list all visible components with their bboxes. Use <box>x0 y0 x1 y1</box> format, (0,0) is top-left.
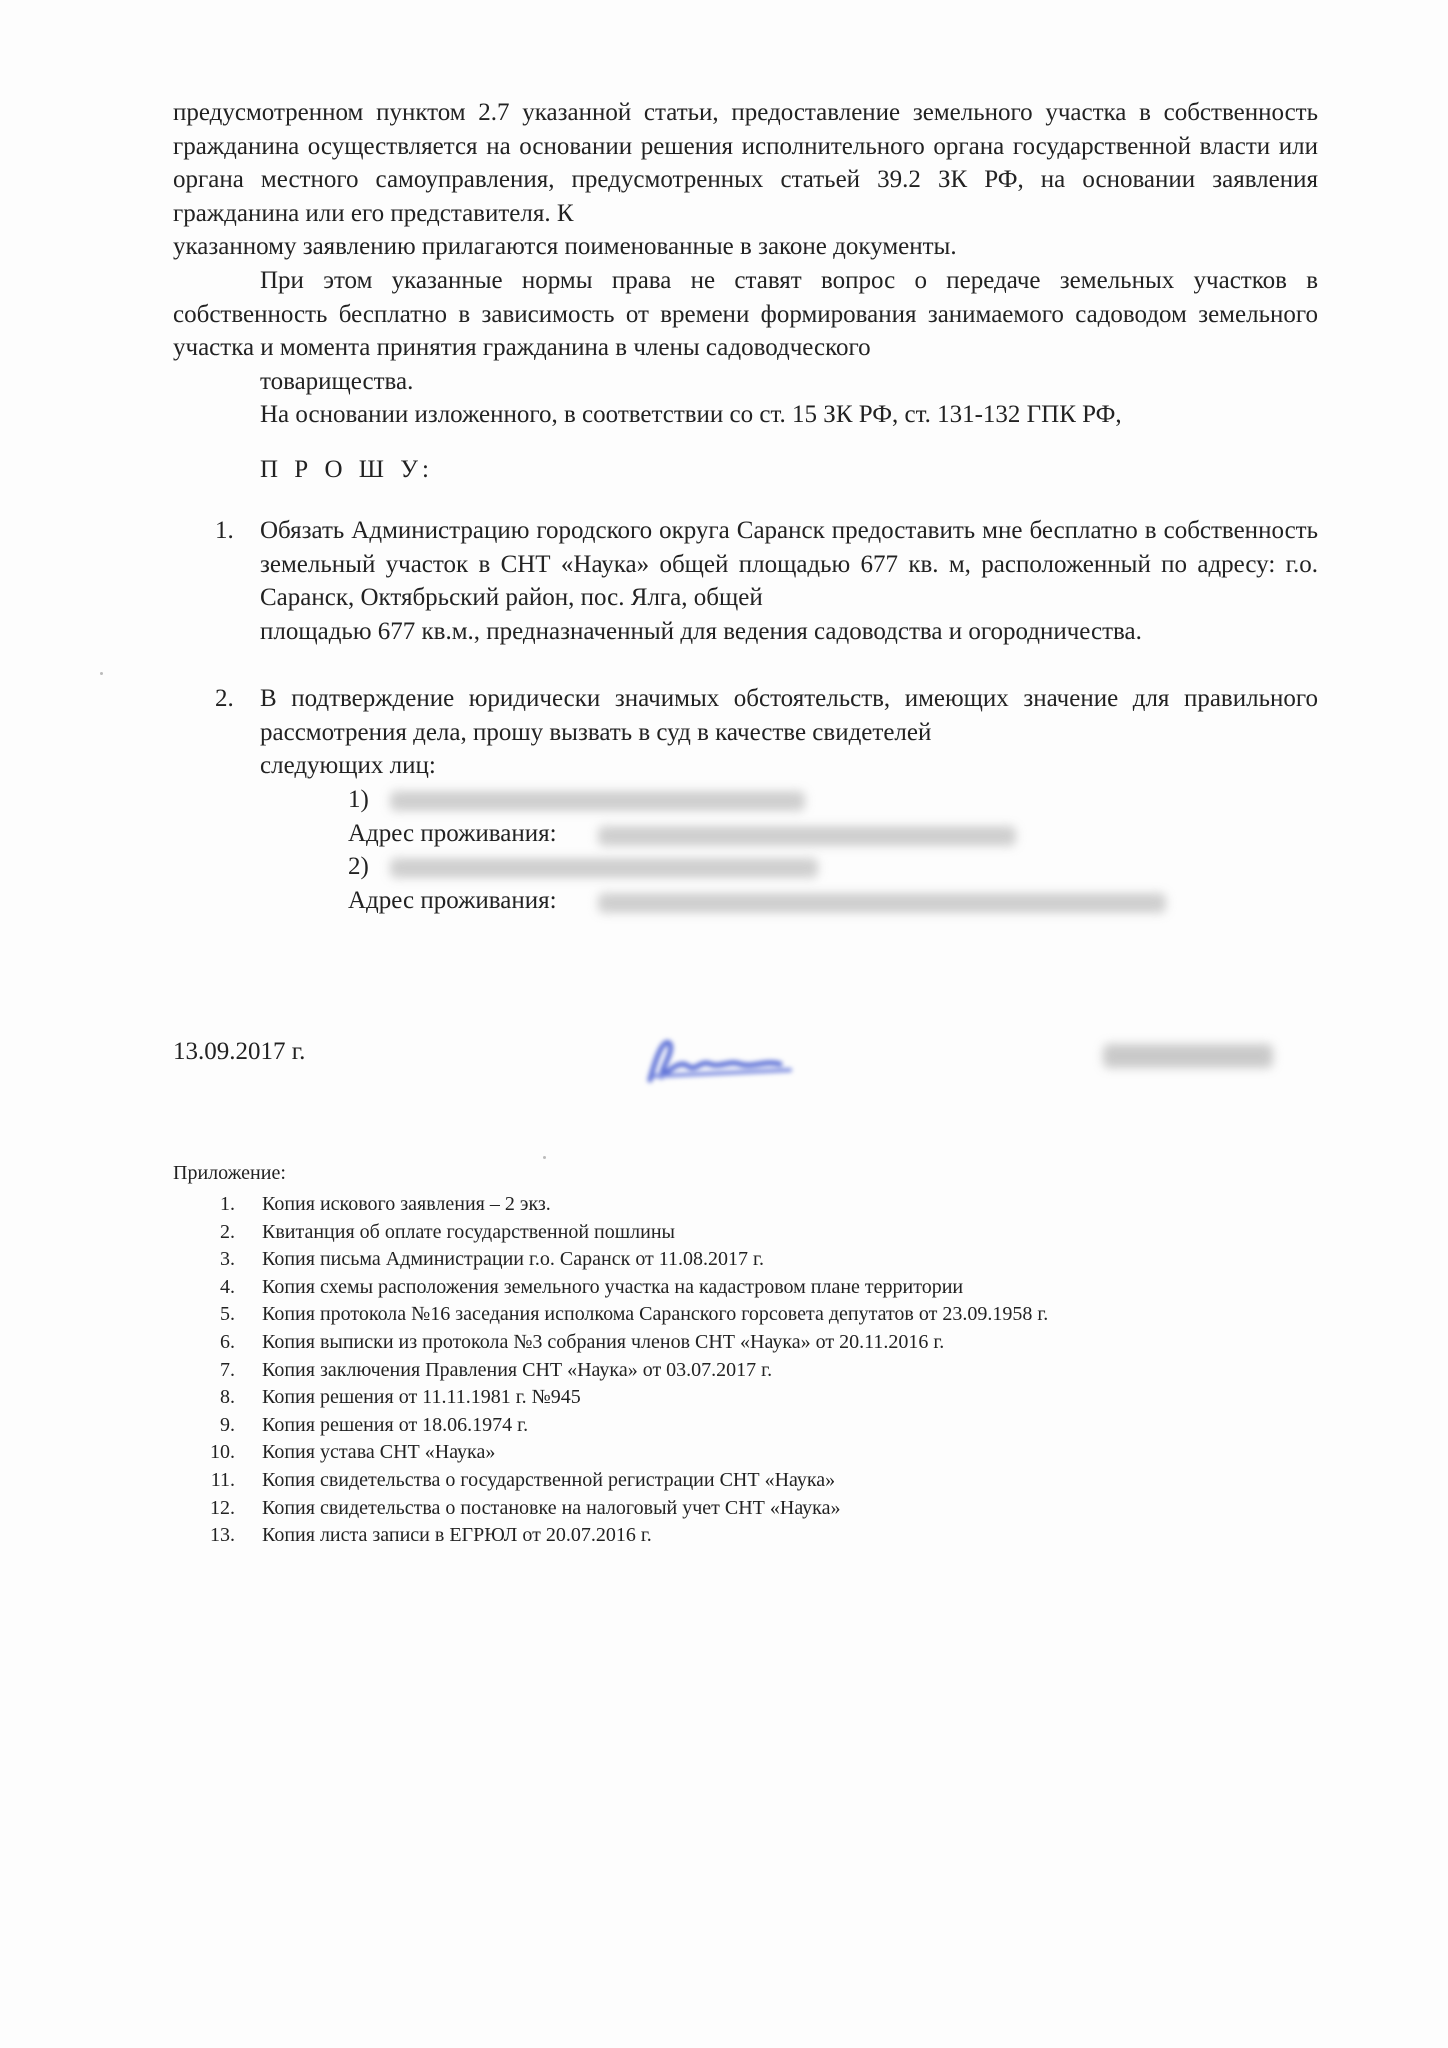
redacted-witness-name <box>390 858 818 878</box>
appendix-item <box>173 1467 1323 1495</box>
appendix-title: Приложение: <box>173 1162 286 1184</box>
redacted-witness-address <box>598 893 1166 913</box>
appendix-item-text: Копия решения от 11.11.1981 г. №945 <box>262 1386 581 1409</box>
appendix-item-number: 13. <box>210 1524 235 1547</box>
witness-address-label: Адрес проживания: <box>348 820 557 847</box>
request-line: расположенный по адресу: г.о. Саранск, Октябрьский район, пос. Ялга, общей <box>260 550 1319 612</box>
appendix-item-number: 7. <box>220 1358 235 1381</box>
appendix-item-text: Копия искового заявления – 2 экз. <box>262 1193 551 1215</box>
appendix-item <box>173 1439 1323 1467</box>
appendix-item-number: 1. <box>220 1193 235 1215</box>
appendix-item <box>173 1412 1323 1440</box>
appendix-item-number: 9. <box>220 1413 235 1436</box>
intro-line: органа государственной власти или органа местного самоуправления, предусмотренных <box>173 132 1318 194</box>
appendix-item-number: 2. <box>220 1220 235 1243</box>
request-line: следующих лиц: <box>260 752 436 780</box>
intro-line: указанному заявлению прилагаются поименованные в законе документы. <box>173 233 957 261</box>
appendix-item-number: 4. <box>220 1275 235 1298</box>
appendix-item-text: Копия схемы расположения земельного участка на кадастровом плане территории <box>262 1275 964 1298</box>
document-date: 13.09.2017 г. <box>173 1038 306 1065</box>
request-text <box>260 514 1318 648</box>
intro-line: собственность гражданина осуществляется на основании решения исполнительного <box>173 99 1319 160</box>
norms-line: При этом указанные нормы права не ставят вопрос о передаче земельных участков <box>260 267 1287 294</box>
request-line: Обязать Администрацию городского округа Саранск предоставить мне бесплатно в <box>260 517 1157 544</box>
request-text <box>260 682 1318 783</box>
appendix-item-text: Копия выписки из протокола №3 собрания членов СНТ «Наука» от 20.11.2016 г. <box>262 1330 945 1353</box>
appendix-item <box>173 1191 1323 1219</box>
appendix-item <box>173 1384 1323 1412</box>
redacted-witness-name <box>390 791 805 811</box>
norms-line: в собственность бесплатно в зависимость от времени формирования занимаемого <box>173 267 1318 328</box>
appendix-item-number: 6. <box>220 1330 235 1353</box>
request-line: правильного рассмотрения дела, прошу вызвать в суд в качестве свидетелей <box>260 685 1318 746</box>
appendix-item <box>173 1301 1323 1329</box>
redacted-witness-address <box>598 826 1016 846</box>
intro-line: предусмотренном пунктом 2.7 указанной статьи, предоставление земельного участка в <box>173 99 1151 126</box>
witness-number: 1) <box>348 786 369 813</box>
appendix-item-text: Копия листа записи в ЕГРЮЛ от 20.07.2016 г. <box>262 1524 652 1547</box>
appendix-list <box>173 1191 1323 1550</box>
basis-paragraph: На основании изложенного, в соответствии со ст. 15 ЗК РФ, ст. 131-132 ГПК РФ, <box>260 401 1122 428</box>
appendix-item-text: Копия заключения Правления СНТ «Наука» от 03.07.2017 г. <box>262 1358 773 1381</box>
request-line: В подтверждение юридически значимых обстоятельств, имеющих значение для <box>260 685 1170 712</box>
request-number: 2. <box>215 685 234 712</box>
redacted-signer-name <box>1103 1044 1273 1068</box>
norms-line: садоводом земельного участка и момента принятия гражданина в члены садоводческого <box>173 300 1318 362</box>
appendix-item-number: 11. <box>210 1468 235 1491</box>
appendix-item <box>173 1495 1323 1523</box>
appendix-item-text: Копия протокола №16 заседания исполкома Саранского горсовета депутатов от 23.09.1958 г. <box>262 1303 1049 1326</box>
norms-line: товарищества. <box>260 367 414 395</box>
appendix-item-number: 12. <box>210 1496 235 1519</box>
appendix-item-text: Копия устава СНТ «Наука» <box>262 1441 496 1464</box>
intro-line: статьей 39.2 ЗК РФ, на основании заявления гражданина или его представителя. К <box>173 166 1319 227</box>
witness-address-label: Адрес проживания: <box>348 887 557 914</box>
appendix-item-text: Квитанция об оплате государственной пошлины <box>262 1220 675 1243</box>
appendix-item <box>173 1274 1323 1302</box>
appendix-item <box>173 1219 1323 1247</box>
request-line: площадью 677 кв.м., предназначенный для ведения садоводства и огородничества. <box>260 617 1142 645</box>
request-line: собственность земельный участок в СНТ «Наука» общей площадью 677 кв. м, <box>260 517 1318 578</box>
appendix-item-text: Копия свидетельства о государственной регистрации СНТ «Наука» <box>262 1468 836 1491</box>
scan-speck <box>543 1156 546 1159</box>
appendix-item-number: 5. <box>220 1303 235 1326</box>
appendix-item-text: Копия решения от 18.06.1974 г. <box>262 1413 529 1436</box>
appendix-item <box>173 1329 1323 1357</box>
scan-speck <box>100 672 103 675</box>
appendix-item-number: 8. <box>220 1386 235 1409</box>
appendix-item-text: Копия письма Администрации г.о. Саранск от 11.08.2017 г. <box>262 1248 765 1271</box>
appendix-item <box>173 1522 1323 1550</box>
request-number: 1. <box>215 517 234 544</box>
witness-number: 2) <box>348 853 369 880</box>
appendix-item-number: 3. <box>220 1248 235 1271</box>
request-heading: П Р О Ш У: <box>260 456 434 483</box>
signature <box>640 1030 820 1095</box>
appendix-item <box>173 1357 1323 1385</box>
appendix-item-text: Копия свидетельства о постановке на налоговый учет СНТ «Наука» <box>262 1496 841 1519</box>
appendix-item <box>173 1246 1323 1274</box>
intro-paragraph <box>173 96 1318 264</box>
appendix-item-number: 10. <box>210 1441 235 1464</box>
norms-paragraph <box>173 264 1318 398</box>
